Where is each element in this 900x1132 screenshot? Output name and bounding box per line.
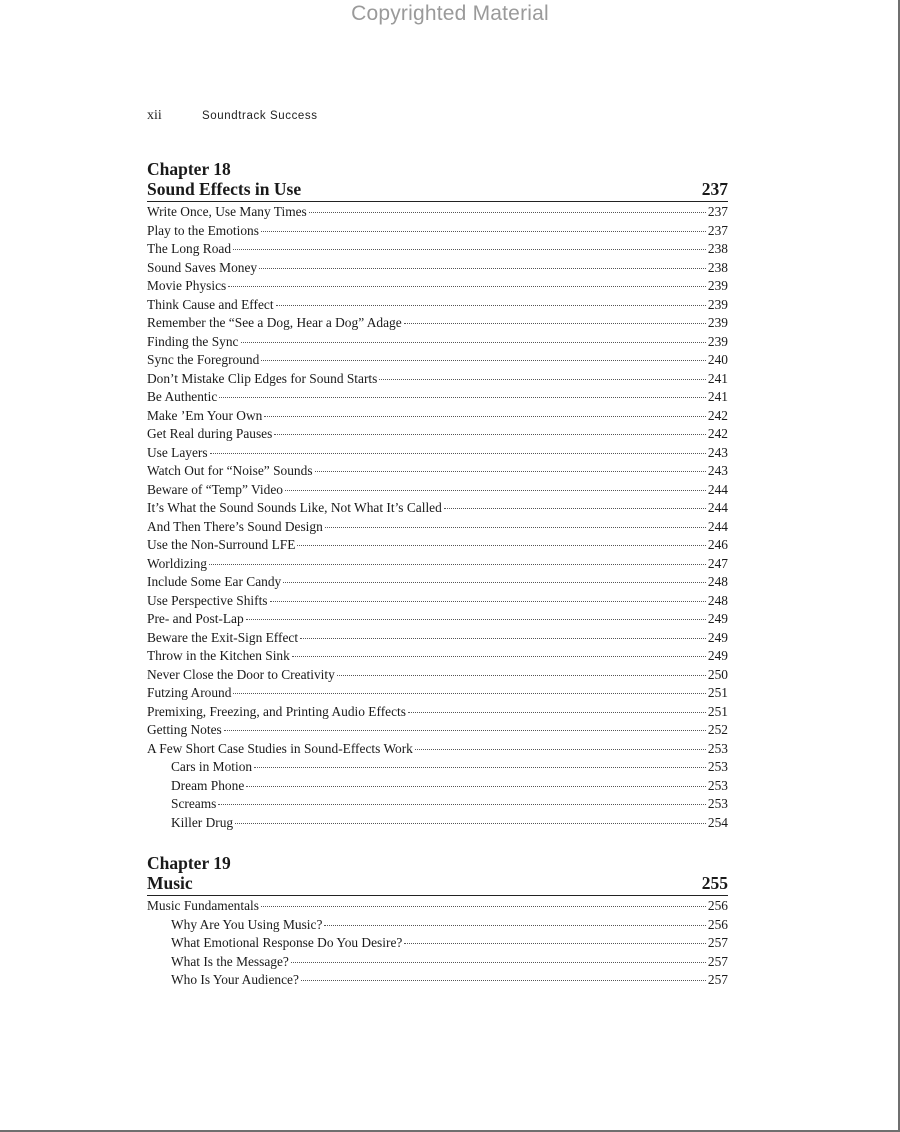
chapter-19-section xyxy=(147,853,728,990)
toc-entry xyxy=(147,518,728,537)
toc-entry-label: Killer Drug xyxy=(171,814,234,830)
dot-leader xyxy=(210,453,706,454)
dot-leader xyxy=(235,823,706,824)
toc-entry-page: 250 xyxy=(707,666,728,682)
toc-entry-label: Sound Saves Money xyxy=(147,259,258,275)
toc-entry-page: 246 xyxy=(707,537,728,552)
toc-entry xyxy=(147,536,728,555)
toc-entry-page: 242 xyxy=(707,407,728,423)
toc-entry-label: Play to the Emotions xyxy=(147,222,259,238)
dot-leader xyxy=(270,601,706,602)
toc-entry-page: 239 xyxy=(707,296,728,312)
chapter-number: Chapter 18 xyxy=(147,159,231,179)
dot-leader xyxy=(301,980,706,981)
dot-leader xyxy=(404,943,706,944)
toc-entry-label: Movie Physics xyxy=(147,278,227,293)
toc-entry-page: 238 xyxy=(707,259,728,275)
chapter-18-section xyxy=(147,159,728,832)
toc-entry xyxy=(147,647,728,666)
toc-entry-label: Make ’Em Your Own xyxy=(147,407,263,423)
toc-entry xyxy=(147,222,728,241)
toc-entry-page: 242 xyxy=(707,426,728,441)
toc-entry xyxy=(147,351,728,370)
chapter-title: Sound Effects in Use xyxy=(147,179,302,199)
chapter-page: 255 xyxy=(701,873,728,893)
toc-entry-page: 254 xyxy=(707,814,728,830)
chapter-title-row xyxy=(147,873,728,896)
dot-leader xyxy=(218,804,706,805)
dot-leader xyxy=(276,305,706,306)
dot-leader xyxy=(309,212,706,213)
toc-entry-page: 238 xyxy=(707,241,728,256)
toc-entry-label: Beware the Exit-Sign Effect xyxy=(147,629,299,645)
dot-leader xyxy=(292,656,706,657)
toc-subentry xyxy=(147,758,728,777)
toc-entry-label: Cars in Motion xyxy=(171,759,253,774)
toc-entry xyxy=(147,314,728,333)
running-head xyxy=(147,108,318,124)
toc-entry-label: Write Once, Use Many Times xyxy=(147,204,307,219)
toc-entry xyxy=(147,333,728,352)
toc-entry xyxy=(147,388,728,407)
toc-entry xyxy=(147,684,728,703)
toc-entry-label: Screams xyxy=(171,796,217,811)
toc-list xyxy=(147,203,728,832)
toc-entry-page: 257 xyxy=(707,972,728,987)
toc-entry-label: Never Close the Door to Creativity xyxy=(147,666,335,682)
toc-subentry xyxy=(147,916,728,935)
toc-entry-label: What Emotional Response Do You Desire? xyxy=(171,935,403,950)
toc-entry-label: Think Cause and Effect xyxy=(147,296,274,312)
dot-leader xyxy=(297,545,706,546)
toc-entry-page: 247 xyxy=(707,555,728,571)
toc-entry-page: 248 xyxy=(707,592,728,608)
toc-entry-label: Music Fundamentals xyxy=(147,898,259,913)
dot-leader xyxy=(379,379,706,380)
toc-entry-label: Pre- and Post-Lap xyxy=(147,611,244,626)
dot-leader xyxy=(408,712,706,713)
toc-entry-label: Remember the “See a Dog, Hear a Dog” Adage xyxy=(147,315,402,330)
toc-entry-label: What Is the Message? xyxy=(171,953,289,969)
toc-entry-page: 249 xyxy=(707,629,728,645)
toc-entry xyxy=(147,444,728,463)
toc-entry xyxy=(147,407,728,426)
toc-entry-page: 239 xyxy=(707,278,728,293)
toc-entry-label: Who Is Your Audience? xyxy=(171,972,299,987)
dot-leader xyxy=(291,962,706,963)
dot-leader xyxy=(337,675,706,676)
toc-subentry xyxy=(147,777,728,796)
toc-entry-label: Why Are You Using Music? xyxy=(171,916,323,932)
toc-subentry xyxy=(147,953,728,972)
toc-subentry xyxy=(147,934,728,953)
toc-entry-label: Get Real during Pauses xyxy=(147,426,273,441)
dot-leader xyxy=(224,730,706,731)
toc-entry xyxy=(147,240,728,259)
toc-entry-page: 239 xyxy=(707,315,728,330)
toc-entry xyxy=(147,703,728,722)
toc-entry xyxy=(147,462,728,481)
chapter-page: 237 xyxy=(701,179,728,199)
toc-entry-page: 252 xyxy=(707,722,728,737)
toc-entry xyxy=(147,277,728,296)
dot-leader xyxy=(404,323,706,324)
toc-entry xyxy=(147,481,728,500)
chapter-number: Chapter 19 xyxy=(147,853,231,873)
toc-entry-page: 239 xyxy=(707,333,728,349)
dot-leader xyxy=(233,249,706,250)
dot-leader xyxy=(283,582,706,583)
toc-entry xyxy=(147,897,728,916)
toc-entry-label: And Then There’s Sound Design xyxy=(147,518,323,534)
page-folio: xii xyxy=(147,108,162,123)
toc-entry xyxy=(147,425,728,444)
toc-entry-label: A Few Short Case Studies in Sound-Effects Work xyxy=(147,740,413,756)
toc-entry-page: 241 xyxy=(707,370,728,386)
toc-entry xyxy=(147,555,728,574)
toc-entry-page: 257 xyxy=(707,935,728,950)
chapter-title-row xyxy=(147,179,728,202)
toc-entry-label: Premixing, Freezing, and Printing Audio Effects xyxy=(147,703,406,719)
toc-entry-page: 243 xyxy=(707,463,728,478)
dot-leader xyxy=(246,786,706,787)
toc-entry-label: Beware of “Temp” Video xyxy=(147,481,283,497)
toc-entry-page: 253 xyxy=(707,740,728,756)
dot-leader xyxy=(241,342,706,343)
toc-entry xyxy=(147,573,728,592)
toc-entry-page: 241 xyxy=(707,389,728,404)
toc-entry-label: Dream Phone xyxy=(171,777,245,793)
toc-entry xyxy=(147,296,728,315)
toc-entry-page: 251 xyxy=(707,685,728,700)
toc-entry-page: 249 xyxy=(707,611,728,626)
dot-leader xyxy=(300,638,706,639)
toc-entry-page: 256 xyxy=(707,916,728,932)
dot-leader xyxy=(261,906,706,907)
toc-subentry xyxy=(147,795,728,814)
toc-entry-page: 251 xyxy=(707,703,728,719)
toc-entry-label: Throw in the Kitchen Sink xyxy=(147,648,290,663)
toc-entry-label: Sync the Foreground xyxy=(147,352,260,367)
dot-leader xyxy=(264,416,706,417)
copyright-watermark: Copyrighted Material xyxy=(351,2,549,25)
toc-entry-label: Don’t Mistake Clip Edges for Sound Starts xyxy=(147,370,378,386)
toc-entry xyxy=(147,370,728,389)
dot-leader xyxy=(259,268,706,269)
toc-entry-page: 256 xyxy=(707,898,728,913)
toc-entry-label: Use Perspective Shifts xyxy=(147,592,268,608)
toc-entry-page: 244 xyxy=(707,518,728,534)
dot-leader xyxy=(209,564,706,565)
toc-entry-label: The Long Road xyxy=(147,241,232,256)
toc-entry-page: 257 xyxy=(707,953,728,969)
toc-entry-page: 237 xyxy=(707,222,728,238)
toc-entry-page: 248 xyxy=(707,574,728,589)
toc-entry-label: Getting Notes xyxy=(147,722,222,737)
dot-leader xyxy=(228,286,706,287)
toc-entry-label: Worldizing xyxy=(147,555,207,571)
toc-entry-label: Include Some Ear Candy xyxy=(147,574,282,589)
toc-entry-page: 244 xyxy=(707,500,728,515)
dot-leader xyxy=(325,527,706,528)
toc-entry-page: 249 xyxy=(707,648,728,663)
toc-entry-label: Finding the Sync xyxy=(147,333,239,349)
dot-leader xyxy=(246,619,706,620)
dot-leader xyxy=(324,925,706,926)
toc-entry xyxy=(147,499,728,518)
dot-leader xyxy=(285,490,706,491)
toc-entry-label: Futzing Around xyxy=(147,685,232,700)
toc-subentry xyxy=(147,971,728,990)
dot-leader xyxy=(415,749,706,750)
toc-entry-page: 243 xyxy=(707,444,728,460)
book-title: Soundtrack Success xyxy=(202,110,318,122)
toc-list xyxy=(147,897,728,990)
toc-entry xyxy=(147,203,728,222)
toc-entry-page: 253 xyxy=(707,796,728,811)
toc-entry-label: Use Layers xyxy=(147,444,208,460)
toc-entry xyxy=(147,721,728,740)
toc-entry xyxy=(147,610,728,629)
toc-entry-label: It’s What the Sound Sounds Like, Not What It’s Called xyxy=(147,500,442,515)
dot-leader xyxy=(254,767,706,768)
toc-entry-page: 237 xyxy=(707,204,728,219)
toc-entry-label: Watch Out for “Noise” Sounds xyxy=(147,463,313,478)
dot-leader xyxy=(444,508,706,509)
dot-leader xyxy=(219,397,706,398)
toc-entry-page: 240 xyxy=(707,352,728,367)
toc-entry-page: 253 xyxy=(707,777,728,793)
toc-entry-label: Use the Non-Surround LFE xyxy=(147,537,296,552)
toc-entry xyxy=(147,666,728,685)
chapter-title: Music xyxy=(147,873,193,893)
toc-entry-page: 253 xyxy=(707,759,728,774)
toc-entry-label: Be Authentic xyxy=(147,389,218,404)
toc-subentry xyxy=(147,814,728,833)
toc-entry-page: 244 xyxy=(707,481,728,497)
dot-leader xyxy=(261,231,706,232)
dot-leader xyxy=(315,471,706,472)
toc-entry xyxy=(147,740,728,759)
toc-entry xyxy=(147,629,728,648)
dot-leader xyxy=(233,693,705,694)
toc-entry xyxy=(147,259,728,278)
dot-leader xyxy=(274,434,706,435)
dot-leader xyxy=(261,360,706,361)
toc-entry xyxy=(147,592,728,611)
